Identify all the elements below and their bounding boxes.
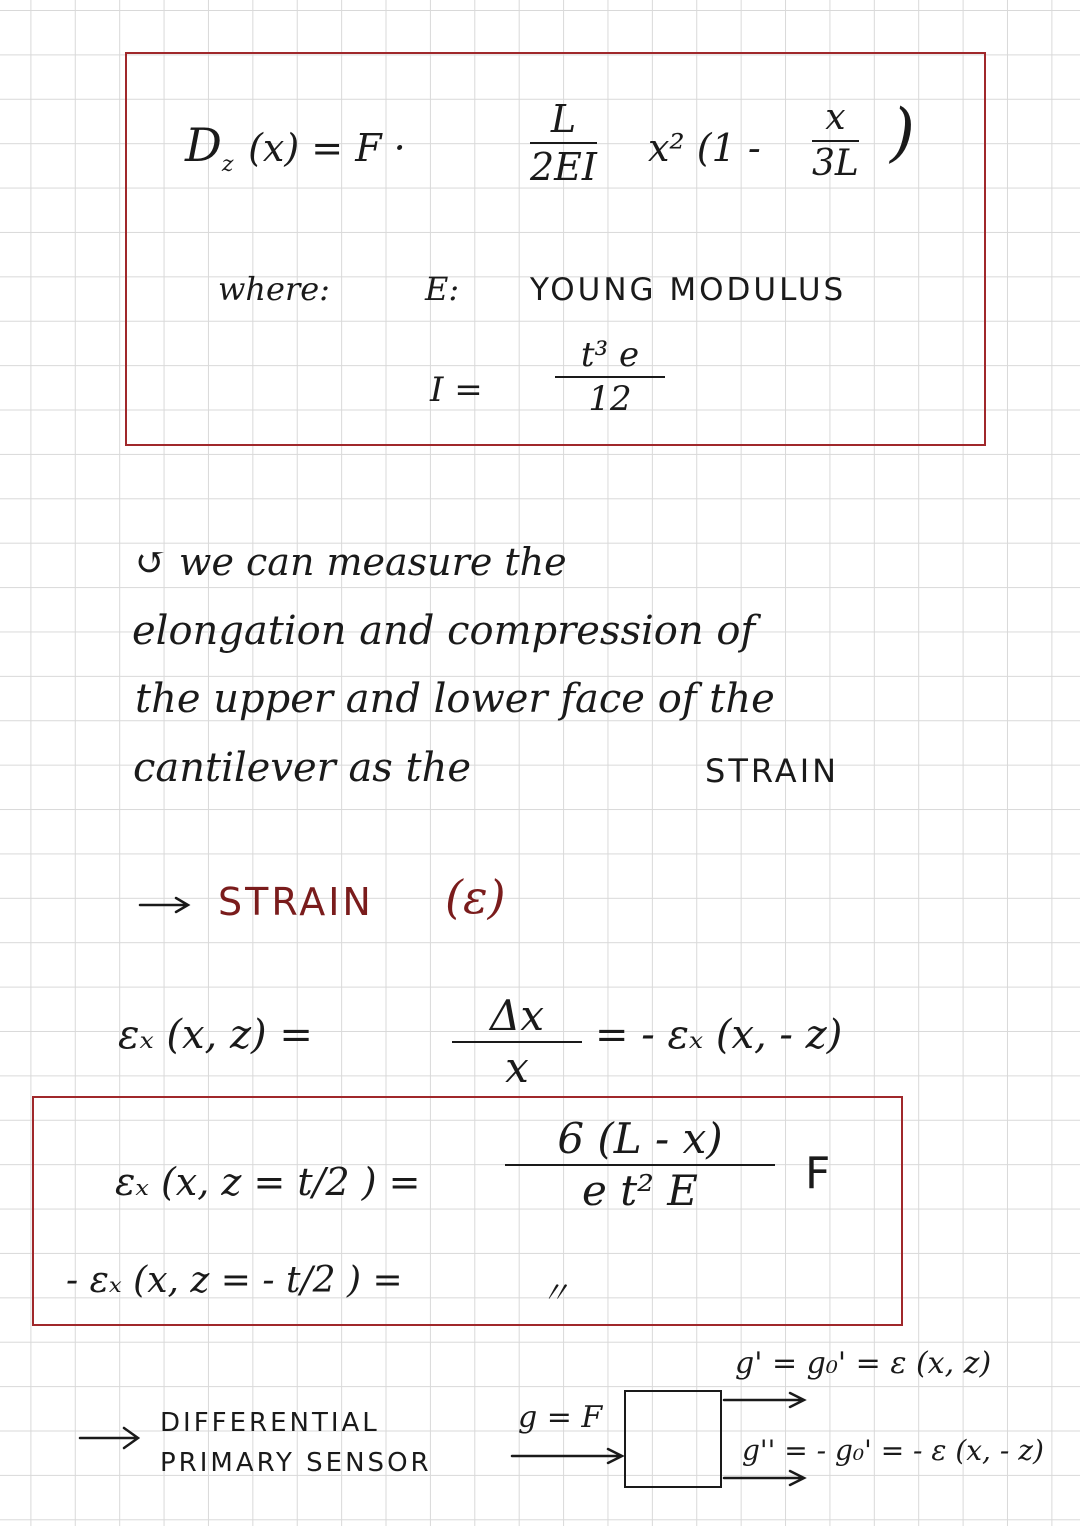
where-label: where: (218, 270, 330, 308)
fraction-bar (555, 376, 665, 378)
sensor-label-line-1: DIFFERENTIAL (160, 1408, 380, 1438)
inertia-label: I = (430, 370, 483, 410)
fraction-numerator: 6 (L - x) (557, 1114, 723, 1163)
paragraph-line-1: ↺ we can measure the (135, 540, 567, 584)
closing-parenthesis: ) (890, 96, 915, 170)
fraction-bar (530, 142, 597, 144)
fraction-denominator: 12 (588, 379, 632, 419)
deflection-subscript: z (221, 152, 234, 178)
fraction-numerator: L (550, 97, 577, 141)
fraction-l-over-2ei (530, 97, 597, 189)
strain-bottom-lhs: - εₓ (x, z = - t/2 ) = (66, 1260, 403, 1301)
fraction-denominator: 2EI (530, 145, 597, 189)
fraction-denominator: e t² E (582, 1166, 698, 1215)
strain-top-fraction (505, 1114, 775, 1215)
deflection-symbol: D (185, 118, 222, 172)
sensor-label-line-2: PRIMARY SENSOR (160, 1448, 432, 1478)
strain-heading-symbol: (ε) (445, 870, 506, 924)
deflection-argument: (x) = F · (248, 126, 406, 170)
arrow-icon (138, 895, 198, 915)
fraction-numerator: x (825, 97, 846, 138)
strain-equation-rhs: = - εₓ (x, - z) (595, 1012, 843, 1058)
fraction-bar (812, 140, 859, 142)
strain-heading-label: STRAIN (218, 880, 374, 924)
strain-equation-lhs: εₓ (x, z) = (118, 1012, 313, 1058)
arrow-icon (78, 1420, 148, 1450)
force-factor: F (805, 1148, 834, 1199)
input-arrow-icon (510, 1446, 630, 1466)
young-modulus-label: YOUNG MODULUS (530, 272, 847, 308)
ditto-mark: 〃 (540, 1276, 570, 1311)
inertia-fraction (555, 335, 665, 419)
fraction-numerator: t³ e (580, 335, 640, 375)
strain-word: STRAIN (705, 752, 840, 790)
young-modulus-symbol: E: (425, 270, 460, 308)
fraction-numerator: Δx (489, 991, 545, 1040)
deflection-middle-term: x² (1 - (648, 126, 761, 170)
fraction-denominator: x (505, 1043, 529, 1092)
paragraph-line-3: the upper and lower face of the (135, 676, 775, 722)
fraction-denominator: 3L (812, 143, 859, 184)
paragraph-line-4: cantilever as the (133, 745, 472, 791)
sensor-output-2: g'' = - g₀' = - ε (x, - z) (742, 1434, 1044, 1467)
fraction-x-over-3l (812, 97, 859, 184)
deflection-lhs (185, 118, 406, 177)
sensor-output-1: g' = g₀' = ε (x, z) (735, 1346, 992, 1381)
sensor-block (624, 1390, 722, 1488)
paragraph-line-2: elongation and compression of (132, 608, 756, 654)
sensor-input-label: g = F (518, 1400, 603, 1435)
strain-fraction (452, 991, 582, 1092)
strain-top-lhs: εₓ (x, z = t/2 ) = (115, 1160, 421, 1204)
